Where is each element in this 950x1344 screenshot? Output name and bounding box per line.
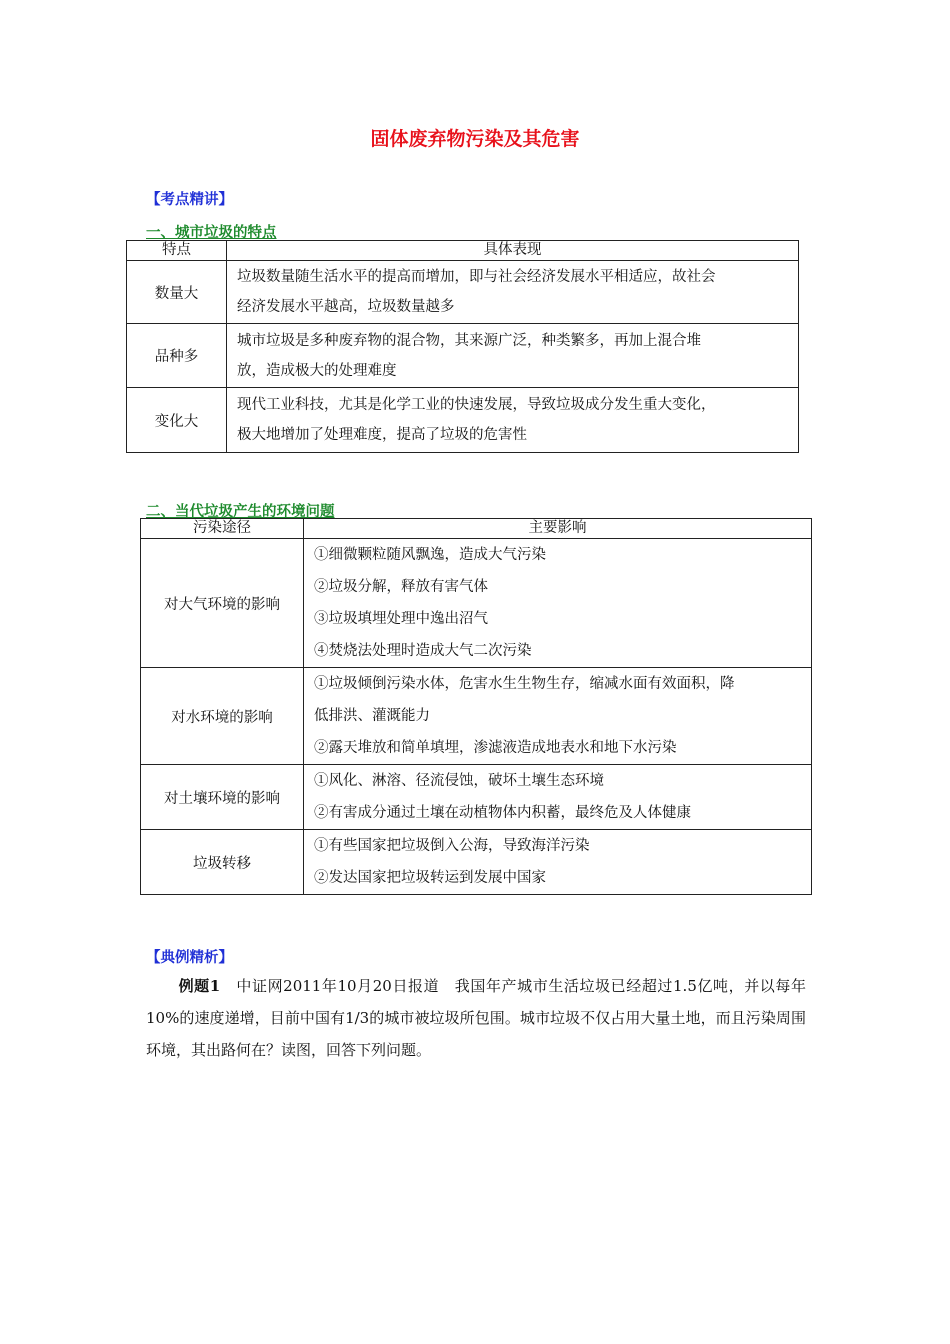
feature-desc [227, 261, 799, 324]
table-header-row [127, 241, 799, 261]
impact-line: ①风化、淋溶、径流侵蚀，破坏土壤生态环境 [314, 773, 604, 789]
part2-heading: 二、当代垃圾产生的环境问题 [146, 503, 335, 520]
table-row [127, 388, 799, 453]
table-row [127, 261, 799, 324]
pathway-key: 对水环境的影响 [141, 668, 304, 765]
example-label: 例题1 [178, 977, 221, 995]
impact-line: ②露天堆放和简单填埋，渗滤液造成地表水和地下水污染 [314, 740, 677, 756]
header-cell: 主要影响 [304, 519, 812, 539]
desc-line: 城市垃圾是多种废弃物的混合物，其来源广泛，种类繁多，再加上混合堆 [237, 332, 701, 349]
pathway-key: 垃圾转移 [141, 830, 304, 895]
feature-desc [227, 388, 799, 453]
table-environment-problems [140, 518, 812, 895]
desc-line: 现代工业科技，尤其是化学工业的快速发展，导致垃圾成分发生重大变化， [237, 397, 716, 413]
section-label-dianli: 【典例精析】 [146, 949, 233, 966]
example-text: 中证网2011年10月20日报道 我国年产城市生活垃圾已经超过1.5亿吨，并以每年10%的速度递增，目前中国有1/3的城市被垃圾所包围。城市垃圾不仅占用大量土地，而且污染周围环境，其出路何在？读图，回答下列问题。 [146, 977, 806, 1059]
feature-key: 数量大 [127, 261, 227, 324]
desc-line: 极大地增加了处理难度，提高了垃圾的危害性 [237, 427, 527, 443]
table-header-row [141, 519, 812, 539]
table-row [127, 324, 799, 388]
desc-line: 垃圾数量随生活水平的提高而增加，即与社会经济发展水平相适应，故社会 [237, 269, 716, 285]
impact-line: ①垃圾倾倒污染水体，危害水生生物生存，缩减水面有效面积，降 [314, 676, 735, 692]
table-row [141, 668, 812, 765]
desc-line: 经济发展水平越高，垃圾数量越多 [237, 299, 455, 315]
table-urban-garbage-features [126, 240, 799, 453]
table-row [141, 830, 812, 895]
impact-line: ②垃圾分解，释放有害气体 [314, 579, 488, 595]
table-row [141, 539, 812, 668]
page-title: 固体废弃物污染及其危害 [370, 128, 580, 150]
part1-heading: 一、城市垃圾的特点 [146, 224, 277, 241]
pathway-key: 对大气环境的影响 [141, 539, 304, 668]
table-row [141, 765, 812, 830]
header-cell: 污染途径 [141, 519, 304, 539]
feature-key: 品种多 [127, 324, 227, 388]
impact-desc [304, 668, 812, 765]
impact-desc [304, 539, 812, 668]
impact-line: 低排洪、灌溉能力 [314, 708, 430, 724]
desc-line: 放，造成极大的处理难度 [237, 362, 397, 379]
pathway-key: 对土壤环境的影响 [141, 765, 304, 830]
impact-desc [304, 830, 812, 895]
section-label-kaodian: 【考点精讲】 [146, 191, 233, 208]
impact-line: ④焚烧法处理时造成大气二次污染 [314, 643, 532, 659]
impact-line: ③垃圾填埋处理中逸出沼气 [314, 611, 488, 627]
impact-line: ①有些国家把垃圾倒入公海，导致海洋污染 [314, 838, 590, 854]
impact-line: ②发达国家把垃圾转运到发展中国家 [314, 870, 546, 886]
impact-desc [304, 765, 812, 830]
feature-desc [227, 324, 799, 388]
impact-line: ②有害成分通过土壤在动植物体内积蓄，最终危及人体健康 [314, 805, 691, 821]
feature-key: 变化大 [127, 388, 227, 453]
example-paragraph [146, 970, 806, 1066]
header-cell: 具体表现 [227, 241, 799, 261]
impact-line: ①细微颗粒随风飘逸，造成大气污染 [314, 547, 546, 563]
header-cell: 特点 [127, 241, 227, 261]
